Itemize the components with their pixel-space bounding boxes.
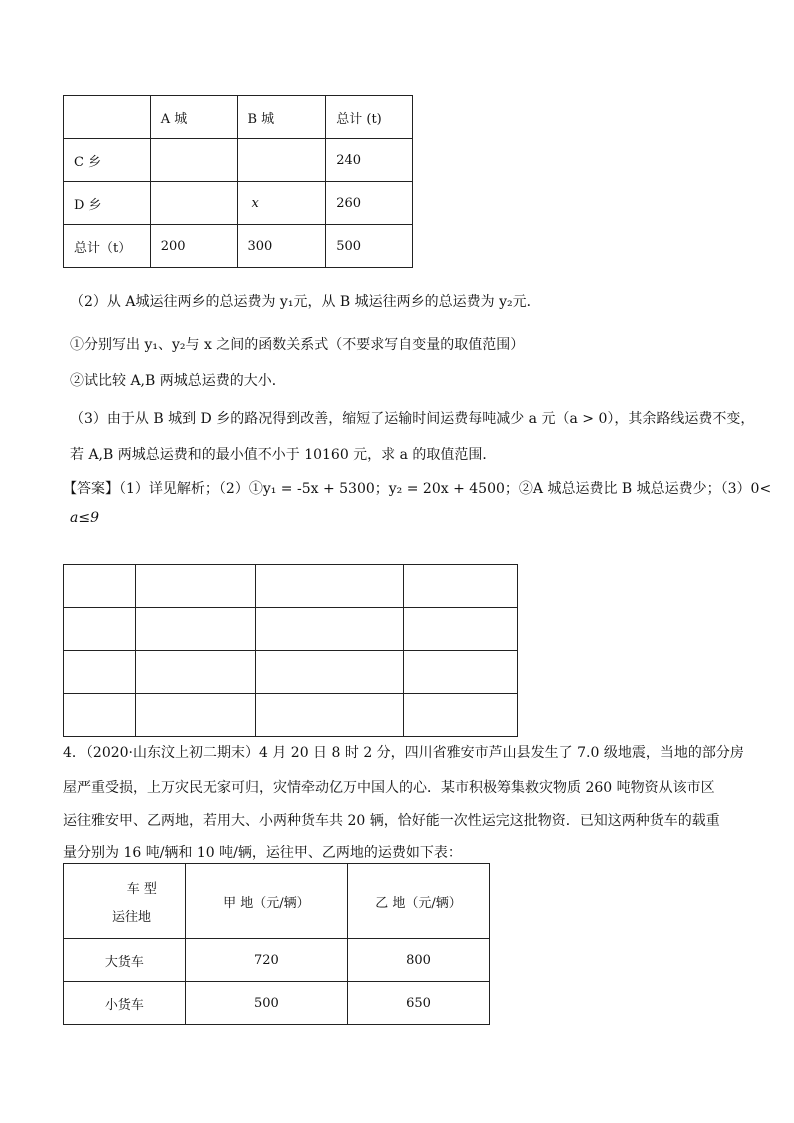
answer-line1: 【答案】（1）详见解析；（2）①y₁ = -5x + 5300；y₂ = 20x + 4500；②A 城总运费比 B 城总运费少；（3）0< [63, 481, 772, 497]
table-cell [64, 608, 136, 651]
table-cell: 总计 (t) [326, 96, 413, 139]
table-cell [135, 565, 255, 608]
table-cell [135, 694, 255, 737]
table-cell [150, 139, 237, 182]
table-cell: 300 [237, 225, 326, 268]
table-cell: 240 [326, 139, 413, 182]
table-cell [64, 651, 136, 694]
table-cell [135, 608, 255, 651]
q2-sub1: ①分别写出 y₁、y₂与 x 之间的函数关系式（不要求写自变量的取值范围） [70, 337, 525, 353]
table-cell [256, 608, 404, 651]
table-cell: 500 [326, 225, 413, 268]
table-cell [404, 565, 518, 608]
table-cell [404, 694, 518, 737]
table-cell [64, 694, 136, 737]
table-cell: 500 [185, 982, 347, 1025]
table-row [64, 139, 413, 182]
table-cell [64, 565, 136, 608]
table-cell: 大货车 [64, 939, 186, 982]
answer-line2: a≤9 [70, 510, 99, 526]
problem4-line2: 屋严重受损，上万灾民无家可归，灾情牵动亿万中国人的心．某市积极筹集救灾物质 260 吨物资从该市区 [63, 780, 715, 796]
table-cell: 总计（t） [64, 225, 151, 268]
table-cell: 650 [347, 982, 489, 1025]
table-row [64, 182, 413, 225]
table-cell [404, 651, 518, 694]
table-row [64, 96, 413, 139]
q3-line1: （3）由于从 B 城到 D 乡的路况得到改善，缩短了运输时间运费每吨减少 a 元（a > 0），其余路线运费不变， [70, 411, 755, 427]
table-cell: C 乡 [64, 139, 151, 182]
table-row [64, 565, 518, 608]
table-row [64, 608, 518, 651]
q2-sub2: ②试比较 A,B 两城总运费的大小． [70, 373, 286, 389]
table-cell [404, 608, 518, 651]
table-cell [135, 651, 255, 694]
q3-line2: 若 A,B 两城总运费和的最小值不小于 10160 元，求 a 的取值范围． [70, 447, 497, 463]
table-row [64, 939, 490, 982]
table-corner-cell [64, 864, 186, 939]
corner-bottom-label: 运往地 [112, 910, 152, 925]
table-row [64, 225, 413, 268]
table-cell: 260 [326, 182, 413, 225]
table-cell [150, 182, 237, 225]
empty-table [63, 564, 518, 737]
table-cell: 720 [185, 939, 347, 982]
table-cell: 乙 地（元/辆） [347, 864, 489, 939]
problem4-line3: 运往雅安甲、乙两地，若用大、小两种货车共 20 辆，恰好能一次性运完这批物资．已知这两种货车的载重 [63, 813, 720, 829]
table-cell: 甲 地（元/辆） [185, 864, 347, 939]
q2-intro: （2）从 A城运往两乡的总运费为 y₁元，从 B 城运往两乡的总运费为 y₂元． [70, 294, 541, 310]
table-cell: 200 [150, 225, 237, 268]
table-row [64, 651, 518, 694]
table-cell: 小货车 [64, 982, 186, 1025]
table-row [64, 864, 490, 939]
table-cell [64, 96, 151, 139]
problem4-line1: 4．（2020·山东汶上初二期末）4 月 20 日 8 时 2 分，四川省雅安市芦山县发生了 7.0 级地震，当地的部分房 [63, 745, 744, 761]
table-cell: x [237, 182, 326, 225]
problem4-line4: 量分别为 16 吨/辆和 10 吨/辆，运往甲、乙两地的运费如下表： [63, 845, 462, 861]
table-row [64, 982, 490, 1025]
freight-table [63, 863, 490, 1025]
table-row [64, 694, 518, 737]
table-cell: B 城 [237, 96, 326, 139]
table-cell: 800 [347, 939, 489, 982]
table-cell [256, 694, 404, 737]
table-cell [256, 565, 404, 608]
shipment-table [63, 95, 413, 268]
table-cell: D 乡 [64, 182, 151, 225]
table-cell: A 城 [150, 96, 237, 139]
table-cell [237, 139, 326, 182]
table-cell [256, 651, 404, 694]
corner-top-label: 车 型 [126, 882, 157, 897]
